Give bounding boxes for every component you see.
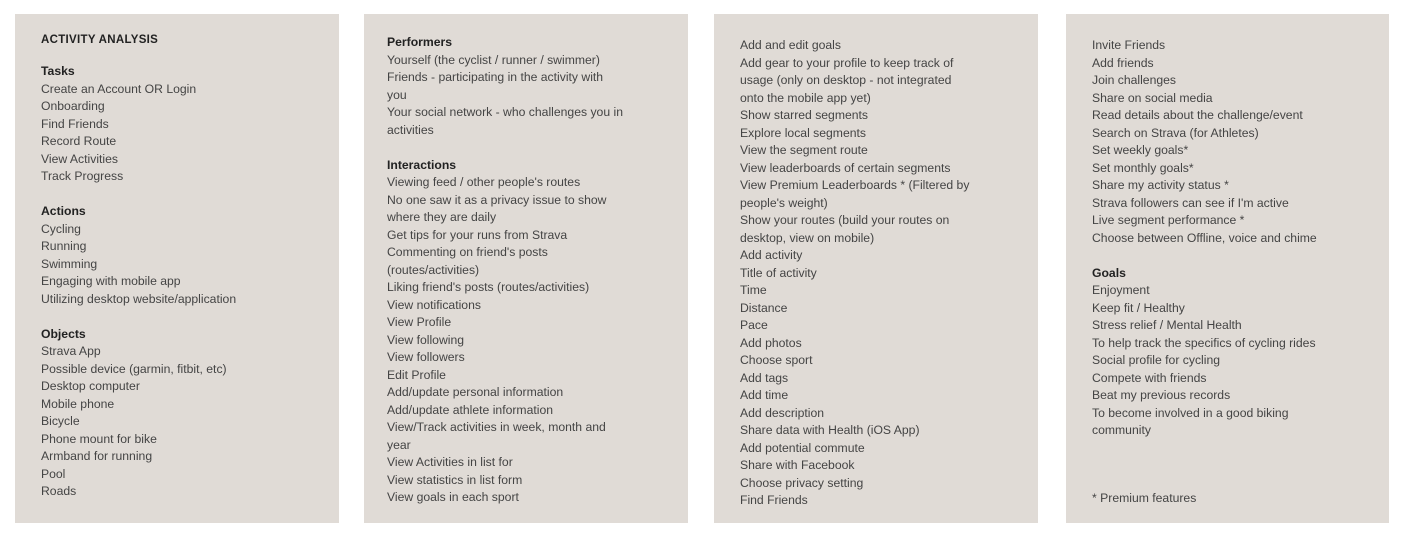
list-item: Enjoyment xyxy=(1092,283,1150,297)
list-item: Search on Strava (for Athletes) xyxy=(1092,125,1259,140)
list-item: Utilizing desktop website/application xyxy=(41,291,237,306)
list-item: Viewing feed / other people's routes xyxy=(387,175,581,189)
list-item: To become involved in a good biking xyxy=(1092,405,1289,420)
list-item: Add activity xyxy=(740,248,803,262)
section-heading: Interactions xyxy=(387,157,457,172)
list-item: Track Progress xyxy=(41,169,124,183)
list-item: Add photos xyxy=(740,335,802,350)
list-item: View Premium Leaderboards * (Filtered by xyxy=(740,178,970,192)
list-item: Your social network - who challenges you in xyxy=(387,105,623,119)
list-item: View statistics in list form xyxy=(387,472,523,487)
list-item: Compete with friends xyxy=(1092,370,1207,385)
list-item: Add time xyxy=(740,388,789,402)
list-item: Phone mount for bike xyxy=(41,431,157,446)
panel-title: ACTIVITY ANALYSIS xyxy=(41,34,159,46)
list-item: To help track the specifics of cycling rides xyxy=(1092,335,1316,350)
list-item: View Activities in list for xyxy=(387,455,513,469)
list-item: Add/update personal information xyxy=(387,385,564,399)
list-item: View Activities xyxy=(41,151,118,166)
list-item: Time xyxy=(740,283,767,297)
panel-performers-interactions xyxy=(364,14,688,523)
panel-body xyxy=(41,63,339,501)
list-item: View the segment route xyxy=(740,143,868,157)
list-item: Beat my previous records xyxy=(1092,388,1231,402)
list-item: Distance xyxy=(740,300,788,315)
list-item: Create an Account OR Login xyxy=(41,81,197,96)
list-item: (routes/activities) xyxy=(387,262,480,277)
list-item: Title of activity xyxy=(740,265,817,280)
list-item: activities xyxy=(387,122,434,137)
panel-body xyxy=(740,37,1038,510)
list-item: Possible device (garmin, fitbit, etc) xyxy=(41,361,227,376)
list-item: Yourself (the cyclist / runner / swimmer) xyxy=(387,52,600,67)
list-item: Show your routes (build your routes on xyxy=(740,213,950,227)
list-item: Invite Friends xyxy=(1092,38,1166,52)
section-spacer xyxy=(41,308,339,326)
list-item: Live segment performance * xyxy=(1092,213,1245,227)
section-spacer xyxy=(387,139,688,157)
section-spacer xyxy=(1092,247,1389,265)
list-item: View/Track activities in week, month and xyxy=(387,420,606,434)
list-item: Desktop computer xyxy=(41,379,140,393)
list-item: Get tips for your runs from Strava xyxy=(387,227,568,242)
panel-interactions-continued xyxy=(714,14,1038,523)
list-item: View following xyxy=(387,332,465,347)
list-item: Strava App xyxy=(41,344,101,358)
list-item: Show starred segments xyxy=(740,108,869,122)
list-item: Set monthly goals* xyxy=(1092,160,1194,175)
list-item: View leaderboards of certain segments xyxy=(740,160,951,175)
list-item: Friends - participating in the activity with xyxy=(387,70,604,84)
section-spacer xyxy=(41,186,339,204)
list-item: Set weekly goals* xyxy=(1092,143,1189,157)
list-item: View notifications xyxy=(387,297,481,312)
list-item: Share data with Health (iOS App) xyxy=(740,423,920,437)
list-item: Add friends xyxy=(1092,55,1154,70)
list-item: Keep fit / Healthy xyxy=(1092,300,1185,315)
list-item: Edit Profile xyxy=(387,367,446,382)
list-item: View followers xyxy=(387,350,465,364)
list-item: Add and edit goals xyxy=(740,38,841,52)
list-item: Add gear to your profile to keep track of xyxy=(740,55,954,70)
list-item: Share with Facebook xyxy=(740,458,855,472)
list-item: Social profile for cycling xyxy=(1092,353,1221,367)
list-item: where they are daily xyxy=(387,210,497,224)
list-item: View goals in each sport xyxy=(387,490,519,504)
section-heading: Goals xyxy=(1092,265,1126,280)
list-item: year xyxy=(387,437,411,452)
list-item: Read details about the challenge/event xyxy=(1092,108,1303,122)
list-item: onto the mobile app yet) xyxy=(740,90,871,105)
list-item: Choose sport xyxy=(740,353,813,367)
list-item: Add potential commute xyxy=(740,440,865,455)
premium-footnote: * Premium features xyxy=(1092,491,1197,505)
list-item: Swimming xyxy=(41,256,98,271)
list-item: Record Route xyxy=(41,134,117,148)
list-item: Engaging with mobile app xyxy=(41,274,181,288)
list-item: Find Friends xyxy=(41,116,109,131)
list-item: people's weight) xyxy=(740,195,828,210)
list-item: Add description xyxy=(740,405,825,420)
list-item: desktop, view on mobile) xyxy=(740,230,875,245)
list-item: community xyxy=(1092,423,1151,437)
list-item: No one saw it as a privacy issue to show xyxy=(387,192,607,207)
list-item: Find Friends xyxy=(740,493,808,507)
section-heading: Actions xyxy=(41,204,86,218)
list-item: Bicycle xyxy=(41,414,80,428)
list-item: Cycling xyxy=(41,221,81,236)
panel-social-goals xyxy=(1066,14,1389,523)
list-item: Stress relief / Mental Health xyxy=(1092,318,1242,332)
list-item: Roads xyxy=(41,484,77,498)
list-item: Choose between Offline, voice and chime xyxy=(1092,230,1317,245)
list-item: usage (only on desktop - not integrated xyxy=(740,73,952,87)
list-item: Add/update athlete information xyxy=(387,402,554,417)
list-item: Explore local segments xyxy=(740,125,866,140)
list-item: Choose privacy setting xyxy=(740,475,864,490)
list-item: you xyxy=(387,87,407,102)
list-item: Join challenges xyxy=(1092,73,1177,87)
list-item: Liking friend's posts (routes/activities) xyxy=(387,280,590,294)
panel-activity-analysis xyxy=(15,14,339,523)
list-item: Pace xyxy=(740,318,768,332)
list-item: Pool xyxy=(41,466,66,481)
list-item: Mobile phone xyxy=(41,396,115,411)
list-item: Strava followers can see if I'm active xyxy=(1092,195,1289,210)
list-item: Add tags xyxy=(740,370,789,385)
list-item: Onboarding xyxy=(41,99,105,113)
panel-body xyxy=(387,34,688,507)
list-item: Commenting on friend's posts xyxy=(387,245,548,259)
list-item: Running xyxy=(41,239,87,253)
list-item: View Profile xyxy=(387,315,452,329)
section-heading: Objects xyxy=(41,326,86,341)
section-heading: Tasks xyxy=(41,64,75,78)
section-heading: Performers xyxy=(387,35,453,49)
list-item: Share on social media xyxy=(1092,90,1213,105)
list-item: Armband for running xyxy=(41,449,153,463)
list-item: Share my activity status * xyxy=(1092,178,1229,192)
panel-body xyxy=(1092,37,1389,440)
